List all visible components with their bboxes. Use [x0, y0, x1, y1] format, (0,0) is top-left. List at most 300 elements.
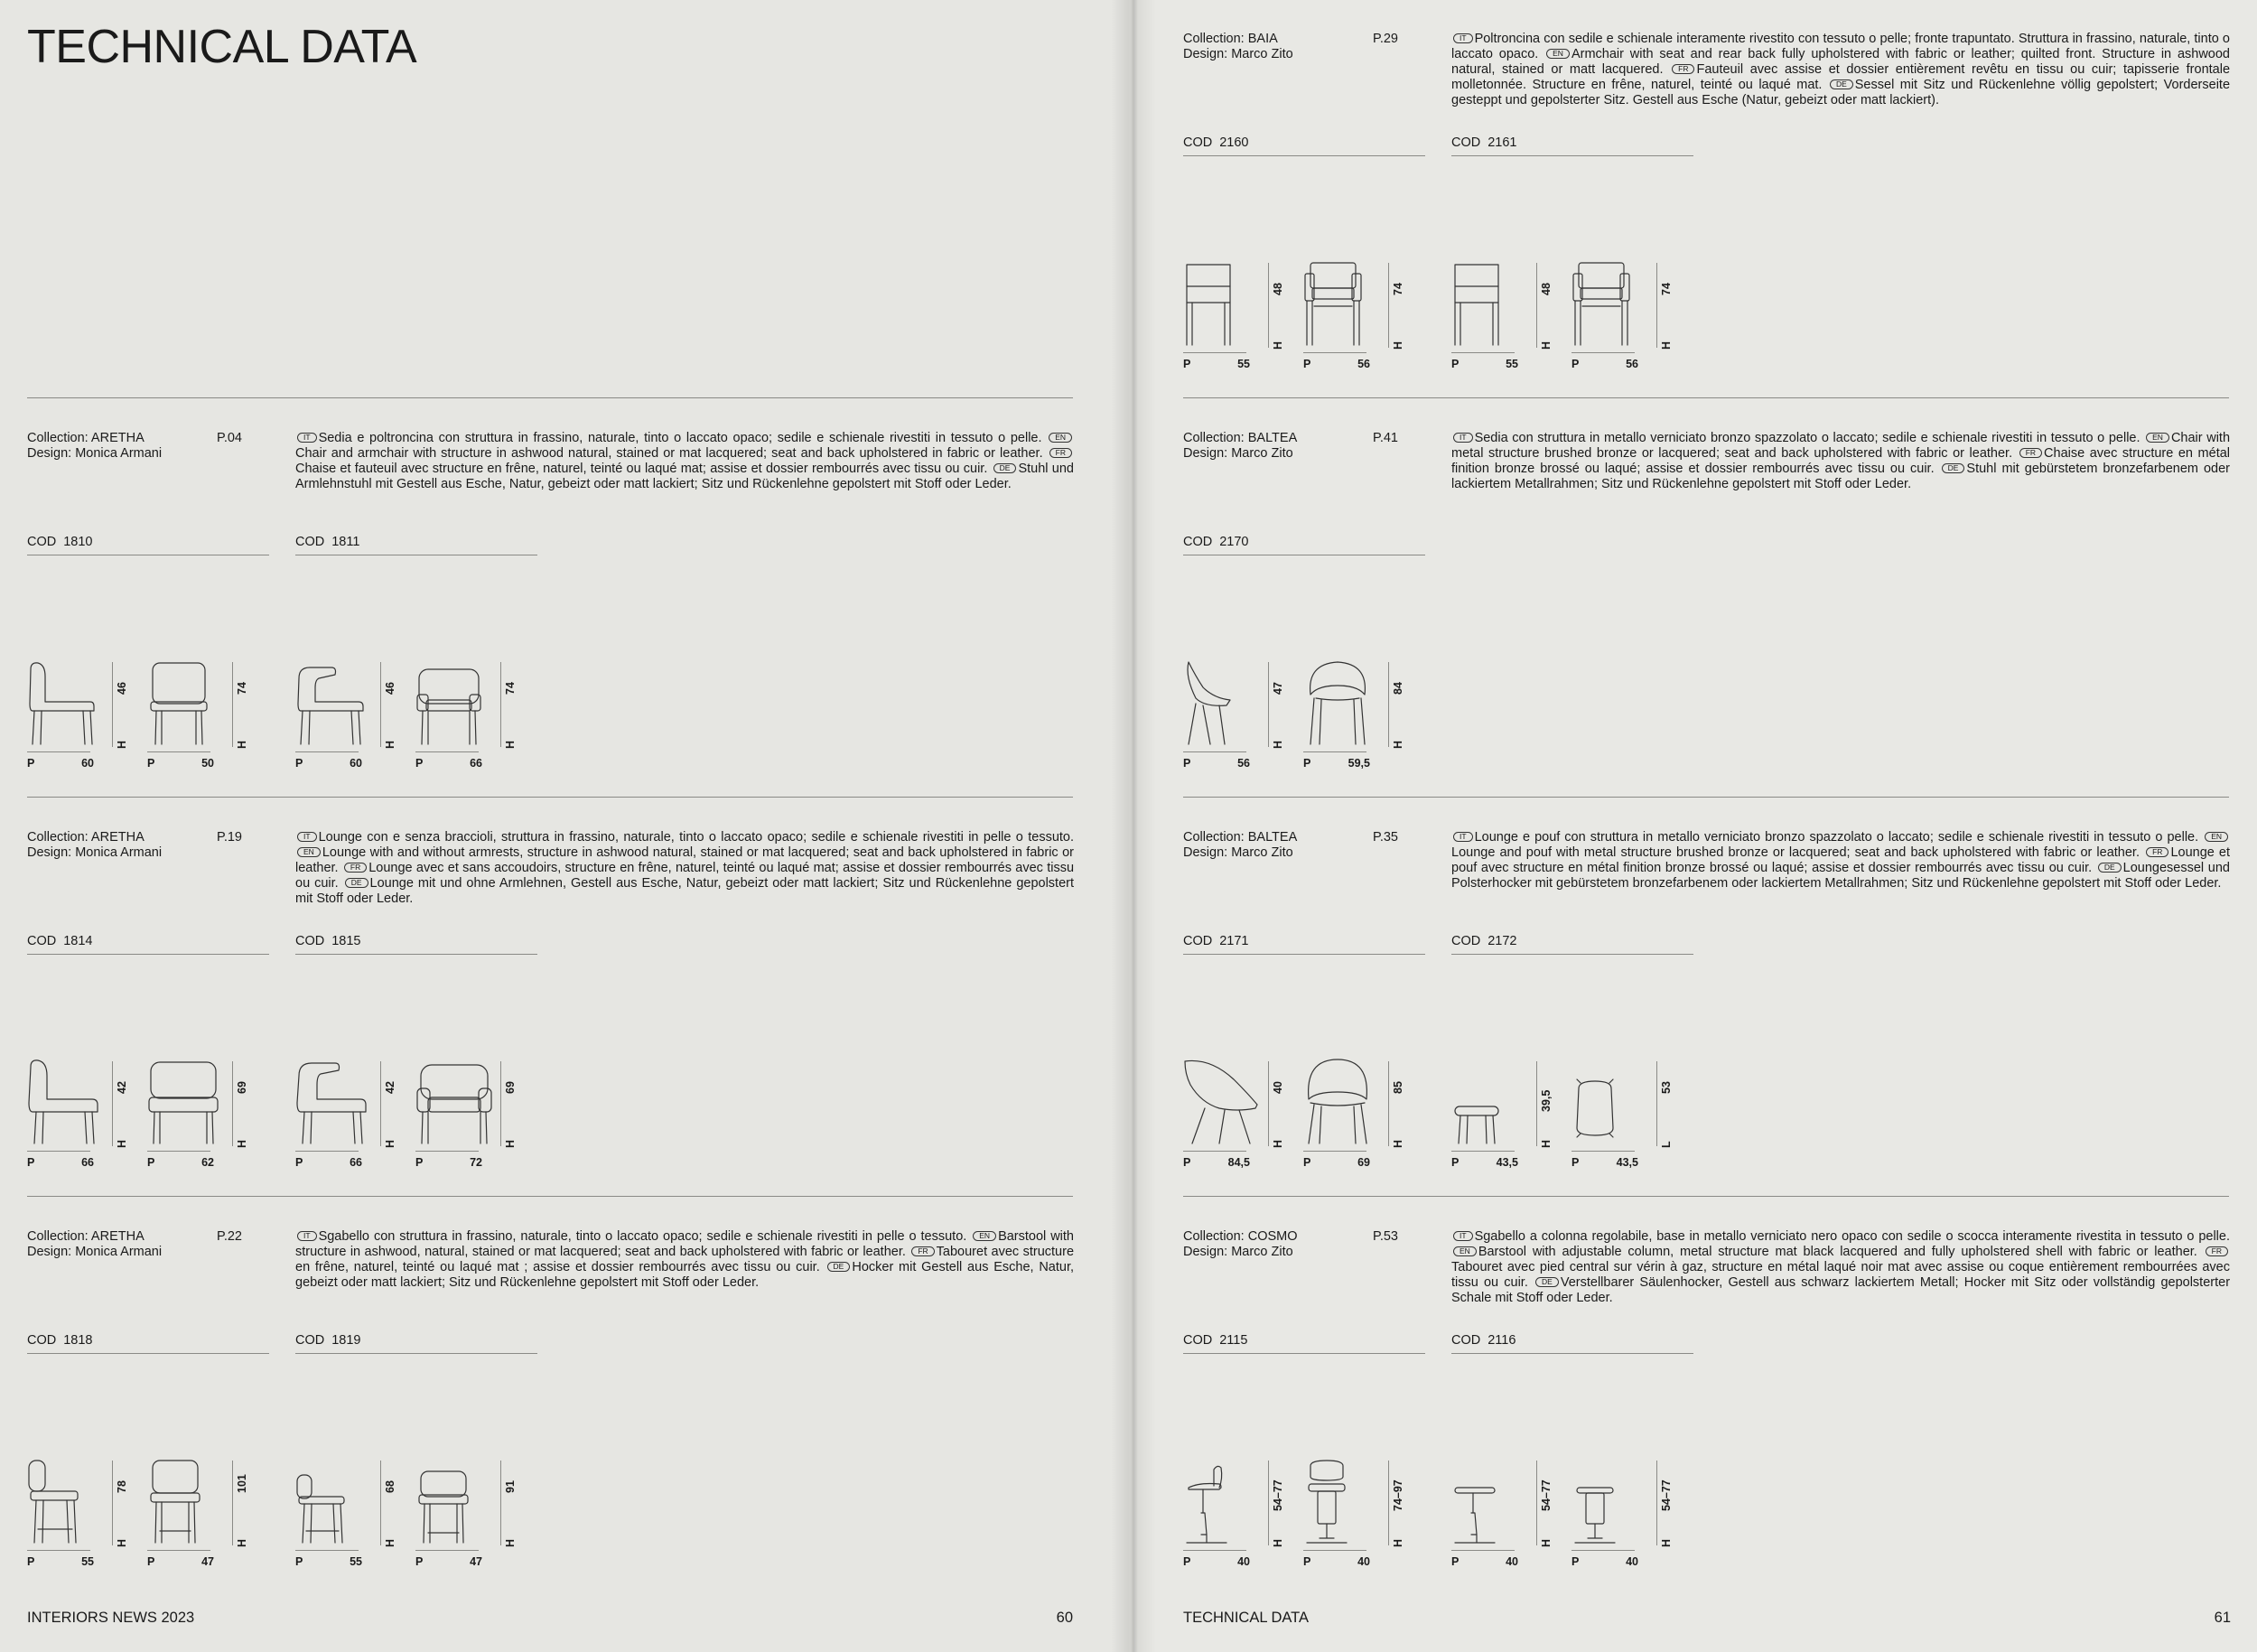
height-value: 48 — [1540, 283, 1553, 295]
height-dimension-line — [1536, 263, 1537, 348]
product-code — [1451, 934, 1693, 955]
code-number: 2115 — [1219, 1333, 1248, 1348]
language-tag: FR — [1672, 64, 1694, 74]
product-drawing — [27, 658, 110, 749]
language-tag: IT — [1453, 433, 1473, 443]
depth-dimension-line — [415, 1151, 479, 1152]
depth-dimension-line — [27, 751, 90, 752]
height-label: H — [1660, 341, 1673, 350]
height-dimension-line — [1388, 1461, 1389, 1545]
designer-name: Design: Marco Zito — [1183, 47, 1293, 61]
language-tag: EN — [973, 1231, 996, 1241]
code-number: 2161 — [1488, 135, 1517, 150]
code-label: COD — [1183, 934, 1213, 948]
catalog-page-ref: P.53 — [1373, 1229, 1398, 1244]
description-text: Lounge et pouf avec structure en métal finition bronze brossé ou laqué; assise et dossier rembourrés avec tissu ou cuir. — [1451, 845, 2231, 875]
depth-label: P — [27, 1555, 35, 1568]
depth-value: 62 — [201, 1156, 214, 1169]
depth-label: P — [1303, 757, 1311, 770]
description-text: Sessel mit Sitz und Rückenlehne völlig gepolstert; Vorderseite gesteppt und gepolsterter Sitz. Gestell aus Esche (Natur, gebeizt oder matt lackiert). — [1451, 78, 2231, 107]
height-label: H — [384, 1538, 396, 1547]
description-text: Fauteuil avec assise et dossier entièrement revêtu en tissu ou cuir; tapisserie frontale molletonnée. Structure en frêne, naturel, teinté ou laqué mat. — [1451, 62, 2231, 92]
language-tag: EN — [1453, 1246, 1477, 1256]
product-drawing — [1451, 259, 1534, 350]
product-description — [295, 431, 1074, 492]
depth-dimension-line — [1303, 1151, 1366, 1152]
depth-label: P — [1183, 1156, 1191, 1169]
depth-label: P — [415, 1555, 424, 1568]
description-text: Lounge e pouf con struttura in metallo verniciato bronzo spazzolato o laccato; sedile e schienale rivestiti in tessuto o pelle. — [1474, 830, 2199, 845]
depth-label: P — [415, 1156, 424, 1169]
product-drawing — [1572, 1457, 1655, 1547]
height-value: 74 — [236, 682, 248, 695]
height-value: 54–77 — [1660, 1479, 1673, 1511]
height-label: H — [1392, 740, 1404, 749]
collection-name: Collection: ARETHA — [27, 1229, 145, 1244]
description-text: Chaise avec structure en métal finition bronze brossé ou laqué; assise et dossier rembourrés avec tissu ou cuir. — [1451, 446, 2231, 476]
height-label: H — [1540, 1139, 1553, 1148]
height-value: 74 — [1392, 283, 1404, 295]
code-number: 1814 — [63, 934, 93, 948]
language-tag: EN — [1049, 433, 1072, 443]
language-tag: EN — [1546, 49, 1570, 59]
product-drawing — [1303, 1058, 1386, 1148]
depth-label: P — [295, 1555, 303, 1568]
product-code — [1451, 1333, 1693, 1354]
depth-value: 40 — [1357, 1555, 1370, 1568]
height-value: 47 — [1272, 682, 1284, 695]
height-value: 42 — [384, 1081, 396, 1094]
depth-label: P — [27, 757, 35, 770]
depth-label: P — [147, 1555, 155, 1568]
language-tag: EN — [297, 847, 321, 857]
language-tag: FR — [2206, 1246, 2228, 1256]
designer-name: Design: Marco Zito — [1183, 446, 1293, 461]
product-drawing — [1183, 1058, 1266, 1148]
depth-value: 47 — [201, 1555, 214, 1568]
height-value: 74–97 — [1392, 1479, 1404, 1511]
collection-meta — [1183, 431, 1382, 462]
height-value: 85 — [1392, 1081, 1404, 1094]
code-label: COD — [1451, 934, 1481, 948]
collection-name: Collection: BALTEA — [1183, 830, 1298, 845]
code-number: 1815 — [331, 934, 361, 948]
height-dimension-line — [232, 1461, 233, 1545]
language-tag: FR — [2146, 847, 2168, 857]
height-value: 46 — [116, 682, 128, 695]
description-text: Chair with metal structure brushed bronze or lacquered; seat and back upholstered with fabric or leather. — [1451, 431, 2231, 461]
height-label: H — [236, 740, 248, 749]
product-drawing — [1303, 658, 1386, 749]
height-dimension-line — [1388, 1061, 1389, 1146]
language-tag: FR — [911, 1246, 934, 1256]
height-dimension-line — [380, 1461, 381, 1545]
height-label: H — [236, 1538, 248, 1547]
depth-dimension-line — [1303, 1550, 1366, 1551]
product-description — [295, 830, 1074, 907]
catalog-page-ref: P.35 — [1373, 830, 1398, 845]
depth-label: P — [147, 1156, 155, 1169]
height-label: H — [1392, 1538, 1404, 1547]
description-text: Barstool with structure in ashwood, natural, stained or mat lacquered; seat and back upholstered with fabric or leather. — [295, 1229, 1074, 1259]
height-label: H — [1272, 740, 1284, 749]
depth-value: 40 — [1237, 1555, 1250, 1568]
description-text: Poltroncina con sedile e schienale interamente rivestito con tessuto o pelle; fronte trapuntato. Struttura in frassino, naturale, tinto o laccato opaco. — [1451, 32, 2230, 61]
product-code — [1183, 535, 1425, 555]
depth-label: P — [27, 1156, 35, 1169]
height-value: 42 — [116, 1081, 128, 1094]
height-label: H — [1660, 1538, 1673, 1547]
height-dimension-line — [1536, 1061, 1537, 1146]
catalog-page-ref: P.22 — [217, 1229, 242, 1244]
depth-value: 66 — [81, 1156, 94, 1169]
footer-page-number: 61 — [2214, 1610, 2231, 1626]
depth-label: P — [1183, 757, 1191, 770]
depth-label: P — [1303, 1555, 1311, 1568]
collection-meta — [27, 1229, 226, 1260]
product-code — [1183, 1333, 1425, 1354]
depth-value: 50 — [201, 757, 214, 770]
depth-label: P — [147, 757, 155, 770]
product-description — [1451, 431, 2230, 492]
language-tag: DE — [1830, 79, 1853, 89]
depth-dimension-line — [27, 1151, 90, 1152]
language-tag: FR — [1049, 448, 1072, 458]
depth-dimension-line — [295, 751, 359, 752]
height-value: 53 — [1660, 1081, 1673, 1094]
height-dimension-line — [112, 1461, 113, 1545]
height-label: H — [1540, 1538, 1553, 1547]
depth-dimension-line — [295, 1550, 359, 1551]
section-divider — [27, 397, 1073, 398]
description-text: Lounge with and without armrests, structure in ashwood natural, stained or mat lacquered; seat and back upholstered in fabric or leather. — [295, 845, 1074, 875]
depth-dimension-line — [147, 751, 210, 752]
product-code — [1451, 135, 1693, 156]
language-tag: IT — [297, 1231, 317, 1241]
language-tag: DE — [345, 878, 368, 888]
depth-dimension-line — [1303, 352, 1366, 353]
depth-value: 55 — [1506, 358, 1518, 370]
description-text: Sedia e poltroncina con struttura in frassino, naturale, tinto o laccato opaco; sedile e schienale rivestiti in tessuto o pelle. — [318, 431, 1042, 445]
depth-value: 66 — [470, 757, 482, 770]
code-number: 1818 — [63, 1333, 93, 1348]
depth-dimension-line — [415, 1550, 479, 1551]
depth-dimension-line — [1572, 1151, 1635, 1152]
height-value: 78 — [116, 1480, 128, 1493]
product-code — [295, 1333, 537, 1354]
height-label: H — [384, 740, 396, 749]
depth-value: 60 — [81, 757, 94, 770]
depth-dimension-line — [1183, 1151, 1246, 1152]
language-tag: IT — [297, 832, 317, 842]
language-tag: DE — [1535, 1277, 1559, 1287]
product-drawing — [295, 658, 378, 749]
product-code — [27, 1333, 269, 1354]
description-text: Lounge avec et sans accoudoirs, structure en frêne, naturel, teinté ou laqué mat; assise et dossier rembourrés avec tissu ou cuir. — [295, 861, 1075, 891]
collection-name: Collection: ARETHA — [27, 830, 145, 845]
code-label: COD — [27, 1333, 57, 1348]
catalog-page-ref: P.04 — [217, 431, 242, 445]
section-divider — [1183, 797, 2229, 798]
language-tag: DE — [1942, 463, 1965, 473]
height-value: 54–77 — [1272, 1479, 1284, 1511]
description-text: Sedia con struttura in metallo verniciato bronzo spazzolato o laccato; sedile e schienale rivestiti in tessuto o pelle. — [1474, 431, 2140, 445]
height-label: H — [1272, 1139, 1284, 1148]
height-value: 101 — [236, 1474, 248, 1493]
height-value: 74 — [1660, 283, 1673, 295]
code-label: COD — [1183, 135, 1213, 150]
height-dimension-line — [1268, 662, 1269, 747]
height-dimension-line — [1268, 263, 1269, 348]
designer-name: Design: Monica Armani — [27, 845, 163, 860]
depth-value: 56 — [1357, 358, 1370, 370]
code-number: 2172 — [1488, 934, 1517, 948]
depth-dimension-line — [147, 1550, 210, 1551]
product-description — [1451, 1229, 2230, 1306]
depth-label: P — [1451, 358, 1460, 370]
product-drawing — [1572, 1058, 1655, 1148]
product-code — [27, 934, 269, 955]
depth-dimension-line — [1183, 751, 1246, 752]
height-label: H — [236, 1139, 248, 1148]
description-text: Loungesessel und Polsterhocker mit gebürstetem bronzefarbenem oder lackiertem Metallrahmen; Sitz und Rückenlehne gepolstert mit Stoff oder Leder. — [1451, 861, 2230, 891]
depth-value: 55 — [81, 1555, 94, 1568]
designer-name: Design: Marco Zito — [1183, 1245, 1293, 1259]
height-dimension-line — [1268, 1461, 1269, 1545]
product-drawing — [295, 1457, 378, 1547]
product-drawing — [415, 1058, 499, 1148]
depth-dimension-line — [1451, 1151, 1515, 1152]
collection-name: Collection: ARETHA — [27, 431, 145, 445]
product-description — [295, 1229, 1074, 1291]
code-label: COD — [295, 934, 325, 948]
product-drawing — [415, 1457, 499, 1547]
depth-value: 66 — [350, 1156, 362, 1169]
collection-meta — [27, 431, 226, 462]
height-dimension-line — [1656, 263, 1657, 348]
height-value: 40 — [1272, 1081, 1284, 1094]
section-divider — [27, 797, 1073, 798]
product-code — [1183, 934, 1425, 955]
collection-name: Collection: BALTEA — [1183, 431, 1298, 445]
code-number: 2170 — [1219, 535, 1249, 549]
language-tag: EN — [2205, 832, 2228, 842]
height-dimension-line — [1656, 1461, 1657, 1545]
height-label: H — [504, 1538, 517, 1547]
height-dimension-line — [380, 662, 381, 747]
product-code — [1183, 135, 1425, 156]
language-tag: IT — [1453, 1231, 1473, 1241]
height-label: H — [116, 1139, 128, 1148]
product-code — [27, 535, 269, 555]
height-label: H — [504, 1139, 517, 1148]
depth-value: 69 — [1357, 1156, 1370, 1169]
footer-section-title: TECHNICAL DATA — [1183, 1610, 1310, 1626]
section-divider — [1183, 1196, 2229, 1197]
height-value: 39,5 — [1540, 1089, 1553, 1112]
height-dimension-line — [1388, 662, 1389, 747]
depth-value: 59,5 — [1348, 757, 1370, 770]
height-dimension-line — [500, 1061, 501, 1146]
height-value: 91 — [504, 1480, 517, 1493]
product-drawing — [295, 1058, 378, 1148]
depth-dimension-line — [1451, 352, 1515, 353]
description-text: Armchair with seat and rear back fully upholstered with fabric or leather; quilted front. Structure in ashwood natural, stained or matt lacquered. — [1451, 47, 2230, 77]
depth-value: 72 — [470, 1156, 482, 1169]
code-number: 1810 — [63, 535, 93, 549]
description-text: Chair and armchair with structure in ashwood natural, stained or mat lacquered; seat and back upholstered in fabric or leather. — [295, 446, 1043, 461]
product-drawing — [1303, 1457, 1386, 1547]
depth-dimension-line — [1572, 1550, 1635, 1551]
language-tag: FR — [344, 863, 367, 873]
description-text: Lounge mit und ohne Armlehnen, Gestell aus Esche, Natur, gebeizt oder matt lackiert; Sitz und Rückenlehne gepolstert mit Stoff oder Leder. — [295, 876, 1075, 906]
page-title: TECHNICAL DATA — [27, 21, 417, 73]
depth-label: P — [415, 757, 424, 770]
height-label: H — [1272, 1538, 1284, 1547]
description-text: Stuhl mit gebürstetem bronzefarbenem oder lackiertem Metallrahmen; Sitz und Rückenlehne gepolstert mit Stoff oder Leder. — [1451, 462, 2230, 491]
product-drawing — [1183, 658, 1266, 749]
collection-meta — [1183, 1229, 1382, 1260]
height-label: H — [384, 1139, 396, 1148]
depth-dimension-line — [147, 1151, 210, 1152]
depth-dimension-line — [1303, 751, 1366, 752]
language-tag: IT — [1453, 33, 1473, 43]
height-label: H — [116, 740, 128, 749]
product-drawing — [147, 658, 230, 749]
height-dimension-line — [112, 662, 113, 747]
height-dimension-line — [1536, 1461, 1537, 1545]
code-label: COD — [295, 535, 325, 549]
product-drawing — [415, 658, 499, 749]
height-dimension-line — [1268, 1061, 1269, 1146]
product-code — [295, 535, 537, 555]
product-code — [295, 934, 537, 955]
language-tag: FR — [2019, 448, 2042, 458]
product-drawing — [1183, 1457, 1266, 1547]
height-dimension-line — [1656, 1061, 1657, 1146]
product-drawing — [147, 1058, 230, 1148]
depth-value: 47 — [470, 1555, 482, 1568]
depth-value: 56 — [1626, 358, 1638, 370]
language-tag: DE — [827, 1262, 851, 1272]
section-divider — [1183, 397, 2229, 398]
description-text: Lounge and pouf with metal structure brushed bronze or lacquered; seat and back upholstered with fabric or leather. — [1451, 845, 2140, 860]
depth-dimension-line — [295, 1151, 359, 1152]
height-label: H — [1540, 341, 1553, 350]
height-value: 69 — [236, 1081, 248, 1094]
depth-label: P — [1451, 1156, 1460, 1169]
collection-meta — [27, 830, 226, 861]
code-label: COD — [1451, 135, 1481, 150]
collection-name: Collection: BAIA — [1183, 32, 1278, 46]
height-dimension-line — [500, 1461, 501, 1545]
code-number: 2116 — [1488, 1333, 1516, 1348]
description-text: Sgabello con struttura in frassino, naturale, tinto o laccato opaco; sedile e schienale rivestiti in pelle o tessuto. — [318, 1229, 967, 1244]
depth-label: P — [1572, 1156, 1580, 1169]
product-drawing — [1183, 259, 1266, 350]
code-number: 1819 — [331, 1333, 361, 1348]
depth-dimension-line — [415, 751, 479, 752]
height-dimension-line — [232, 1061, 233, 1146]
description-text: Stuhl und Armlehnstuhl mit Gestell aus Esche, Natur, gebeizt oder matt lackiert; Sitz und Rückenlehne gepolstert mit Stoff oder Leder. — [295, 462, 1074, 491]
footer-page-number: 60 — [1056, 1610, 1073, 1626]
code-number: 2171 — [1219, 934, 1249, 948]
catalog-page-ref: P.41 — [1373, 431, 1398, 445]
depth-value: 43,5 — [1496, 1156, 1518, 1169]
depth-dimension-line — [1183, 352, 1246, 353]
language-tag: DE — [993, 463, 1017, 473]
description-text: Sgabello a colonna regolabile, base in metallo verniciato nero opaco con sedile o scocca interamente rivestita in tessuto o pelle. — [1474, 1229, 2230, 1244]
product-drawing — [1451, 1058, 1534, 1148]
product-description — [1451, 830, 2230, 891]
depth-label: P — [1183, 358, 1191, 370]
depth-value: 84,5 — [1227, 1156, 1250, 1169]
depth-dimension-line — [27, 1550, 90, 1551]
catalog-page-ref: P.19 — [217, 830, 242, 845]
product-drawing — [147, 1457, 230, 1547]
language-tag: DE — [2098, 863, 2122, 873]
catalog-page-ref: P.29 — [1373, 32, 1398, 46]
height-label: H — [504, 740, 517, 749]
product-drawing — [1303, 259, 1386, 350]
height-label: L — [1660, 1141, 1673, 1148]
code-label: COD — [1451, 1333, 1481, 1348]
description-text: Barstool with adjustable column, metal structure mat black lacquered and fully upholstered shell with fabric or leather. — [1478, 1245, 2197, 1259]
description-text: Hocker mit Gestell aus Esche, Natur, gebeizt oder matt lackiert; Sitz und Rückenlehne gepolstert mit Stoff oder Leder. — [295, 1260, 1075, 1290]
depth-value: 55 — [1237, 358, 1250, 370]
description-text: Chaise et fauteuil avec structure en frêne, naturel, teinté ou laqué mat; assise et dossier rembourrés avec tissu ou cuir. — [295, 462, 988, 476]
code-label: COD — [295, 1333, 325, 1348]
height-value: 68 — [384, 1480, 396, 1493]
depth-dimension-line — [1451, 1550, 1515, 1551]
section-divider — [27, 1196, 1073, 1197]
height-value: 48 — [1272, 283, 1284, 295]
code-label: COD — [27, 535, 57, 549]
depth-label: P — [1303, 358, 1311, 370]
height-label: H — [116, 1538, 128, 1547]
language-tag: IT — [297, 433, 317, 443]
depth-dimension-line — [1572, 352, 1635, 353]
designer-name: Design: Monica Armani — [27, 446, 163, 461]
height-dimension-line — [380, 1061, 381, 1146]
page-gutter-shadow — [1111, 0, 1156, 1652]
description-text: Tabouret avec pied central sur vérin à gaz, structure en métal laqué noir mat avec assise ou coque entièrement rembourrées avec tissu ou cuir. — [1451, 1260, 2230, 1290]
depth-label: P — [1572, 358, 1580, 370]
product-description — [1451, 32, 2230, 108]
designer-name: Design: Marco Zito — [1183, 845, 1293, 860]
description-text: Tabouret avec structure en frêne, naturel, teinté ou laqué mat ; assise et dossier rembourrés avec tissu ou cuir. — [295, 1245, 1075, 1274]
depth-value: 56 — [1237, 757, 1250, 770]
product-drawing — [1451, 1457, 1534, 1547]
code-label: COD — [27, 934, 57, 948]
depth-dimension-line — [1183, 1550, 1246, 1551]
height-dimension-line — [112, 1061, 113, 1146]
depth-value: 55 — [350, 1555, 362, 1568]
footer-publication: INTERIORS NEWS 2023 — [27, 1610, 195, 1626]
height-dimension-line — [232, 662, 233, 747]
code-label: COD — [1183, 535, 1213, 549]
language-tag: IT — [1453, 832, 1473, 842]
right-page — [1129, 0, 2257, 1652]
height-label: H — [1272, 341, 1284, 350]
code-number: 2160 — [1219, 135, 1249, 150]
language-tag: EN — [2146, 433, 2169, 443]
depth-value: 43,5 — [1616, 1156, 1638, 1169]
description-text: Verstellbarer Säulenhocker, Gestell aus schwarz lackiertem Metall; Hocker mit Sitz oder vollständig gepolsterter Schale mit Stoff oder Leder. — [1451, 1275, 2231, 1305]
height-value: 74 — [504, 682, 517, 695]
code-label: COD — [1183, 1333, 1213, 1348]
depth-value: 60 — [350, 757, 362, 770]
